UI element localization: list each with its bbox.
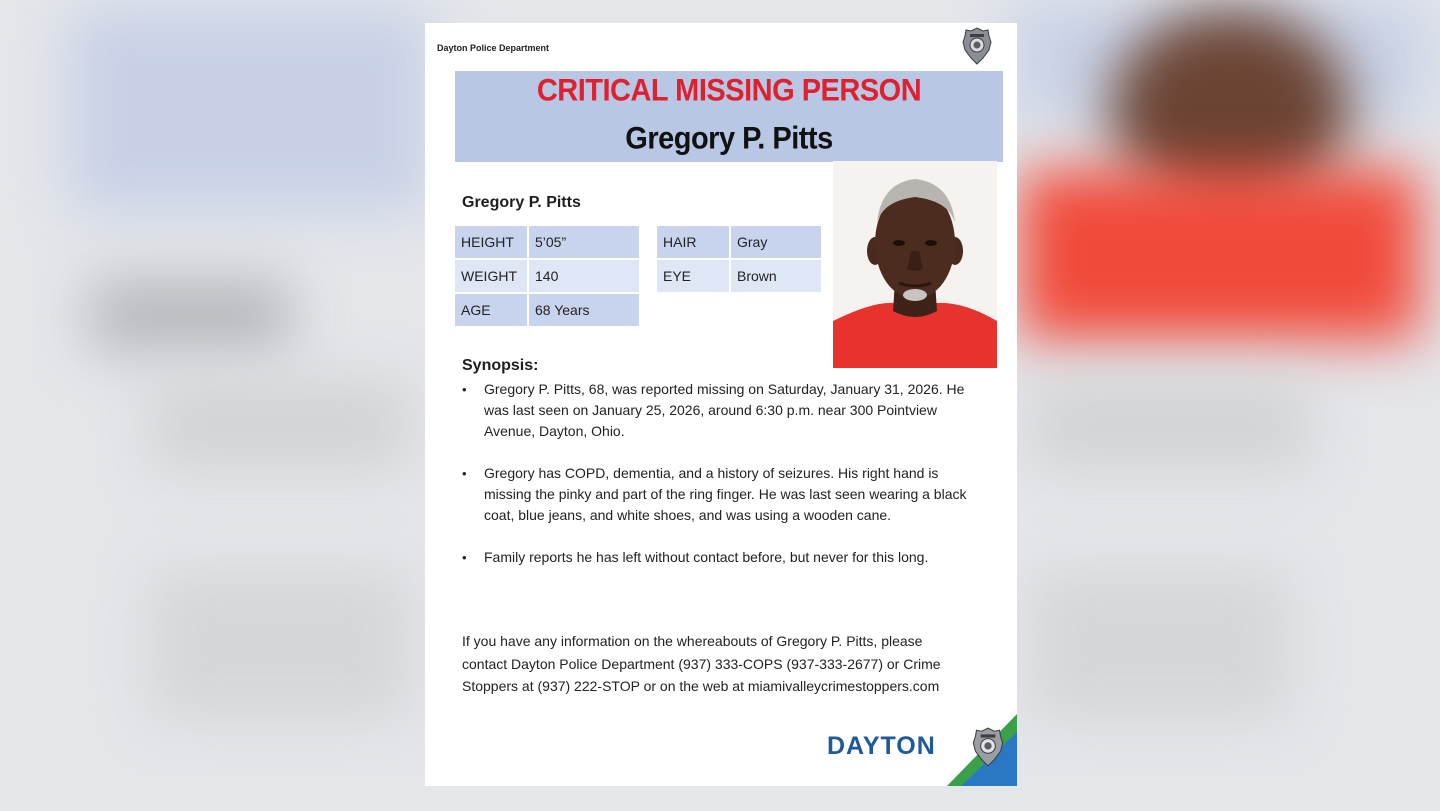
title-banner	[455, 71, 1003, 162]
police-badge-icon	[971, 726, 1005, 768]
stat-row-weight	[455, 260, 639, 294]
stat-label: HAIR	[657, 226, 731, 260]
stat-value: 5’05”	[529, 226, 639, 260]
stat-label: HEIGHT	[455, 226, 529, 260]
synopsis-item: • Gregory P. Pitts, 68, was reported missing on Saturday, January 31, 2026. He was last seen on January 25, 2026, around 6:30 p.m. near 300 Pointview Avenue, Dayton, Ohio.	[462, 379, 982, 442]
contact-info: If you have any information on the whereabouts of Gregory P. Pitts, please contact Dayton Police Department (937) 333-COPS (937-333-2677) or Crime Stoppers at (937) 222-STOP or on the web at miamivalleycrimestoppers.com	[462, 633, 941, 694]
stat-value: 68 Years	[529, 294, 639, 328]
synopsis-heading: Synopsis:	[462, 357, 539, 374]
stat-value: Gray	[731, 226, 821, 260]
stat-label: EYE	[657, 260, 731, 294]
stats-table-right	[657, 226, 821, 294]
stat-row-eye	[657, 260, 821, 294]
stats-table-left	[455, 226, 639, 328]
missing-person-flyer	[425, 23, 1017, 786]
stat-value: 140	[529, 260, 639, 294]
person-name-heading: Gregory P. Pitts	[462, 194, 581, 211]
police-badge-icon	[961, 26, 993, 66]
stat-row-age	[455, 294, 639, 328]
stat-value: Brown	[731, 260, 821, 294]
synopsis-list	[462, 379, 982, 589]
banner-person-name: Gregory P. Pitts	[625, 121, 833, 157]
alert-title: CRITICAL MISSING PERSON	[536, 73, 922, 109]
person-photo	[833, 161, 997, 368]
stat-row-hair	[657, 226, 821, 260]
synopsis-item: • Family reports he has left without contact before, but never for this long.	[462, 547, 982, 568]
synopsis-item: • Gregory has COPD, dementia, and a history of seizures. His right hand is missing the pinky and part of the ring finger. He was last seen wearing a black coat, blue jeans, and white shoes, and was using a wooden cane.	[462, 463, 982, 526]
department-name: Dayton Police Department	[437, 43, 550, 53]
stat-row-height	[455, 226, 639, 260]
dayton-logo-text: DAYTON	[827, 732, 936, 760]
stat-label: WEIGHT	[455, 260, 529, 294]
stat-label: AGE	[455, 294, 529, 328]
